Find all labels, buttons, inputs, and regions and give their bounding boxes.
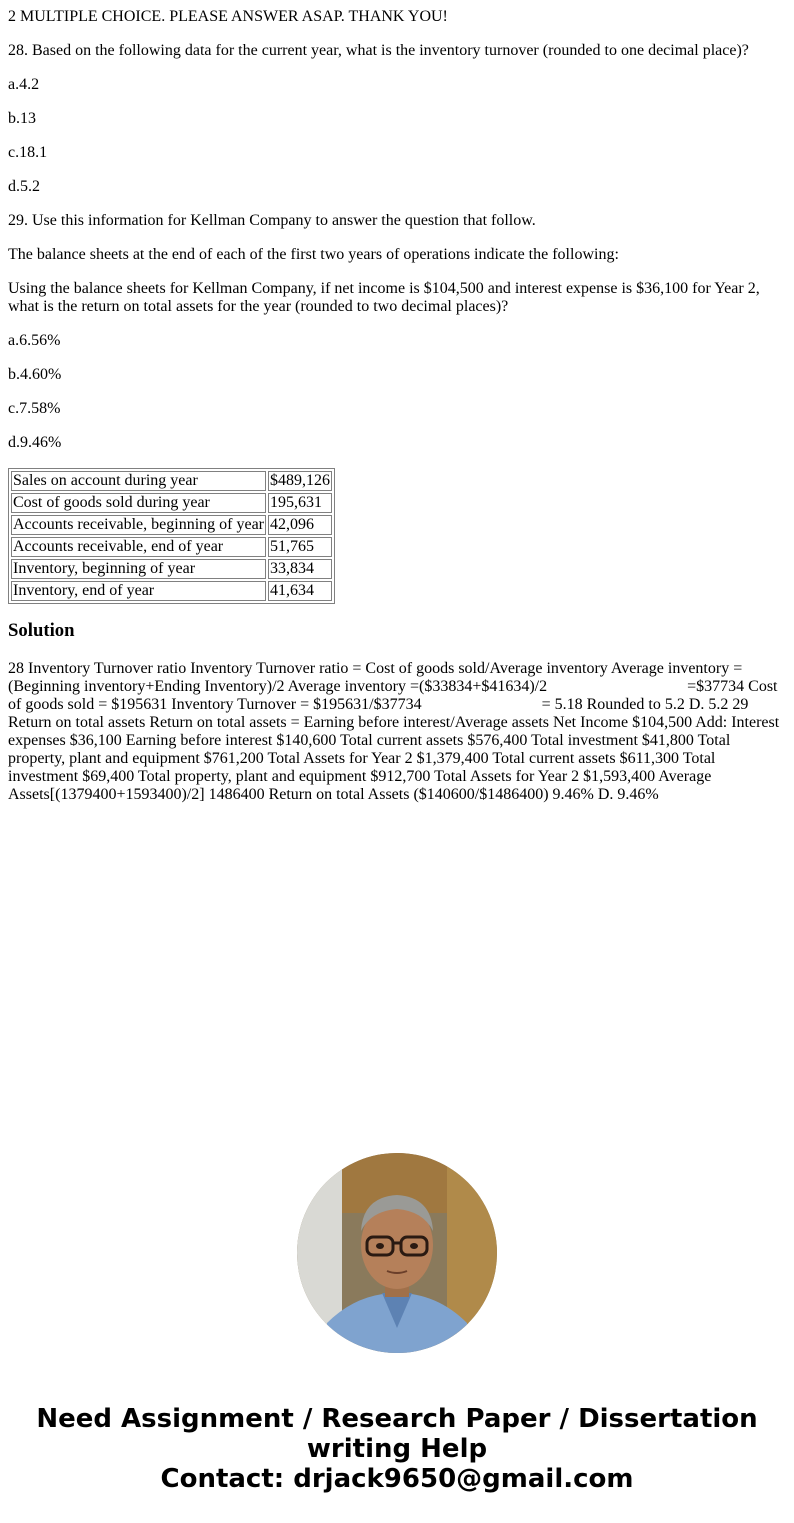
- solution-text: 28 Inventory Turnover ratio Inventory Turnover ratio = Cost of goods sold/Average inventory Average inventory = (Beginning inventory+Ending Inventory)/2 Average inventory =($33834+$41634)/2 =$37734 Cost of goods sold = $195631 Inventory Turnover = $195631/$37734 = 5.18 Rounded to 5.2 D. 5.2 29 Return on total assets Return on total assets = Earning before interest/Average assets Net Income $104,500 Add: Interest expenses $36,100 Earning before interest $140,600 Total current assets $576,400 Total investment $41,800 Total property, plant and equipment $761,200 Total Assets for Year 2 $1,379,400 Total current assets $611,300 Total investment $69,400 Total property, plant and equipment $912,700 Total Assets for Year 2 $1,593,400 Average Assets[(1379400+1593400)/2] 1486400 Return on total Assets ($140600/$1486400) 9.46% D. 9.46%: [8, 660, 784, 803]
- solution-heading: Solution: [8, 620, 75, 641]
- table-row: [11, 537, 332, 557]
- author-avatar: [297, 1153, 497, 1353]
- row-label: Inventory, end of year: [11, 581, 266, 601]
- row-label: Sales on account during year: [11, 471, 266, 491]
- row-value: 51,765: [268, 537, 332, 557]
- question-header: 2 MULTIPLE CHOICE. PLEASE ANSWER ASAP. THANK YOU!: [8, 8, 448, 25]
- table-row: [11, 515, 332, 535]
- question-29-context: The balance sheets at the end of each of the first two years of operations indicate the following:: [8, 246, 619, 263]
- row-value: 41,634: [268, 581, 332, 601]
- row-value: 42,096: [268, 515, 332, 535]
- q29-option-d: d.9.46%: [8, 434, 62, 451]
- q29-option-a: a.6.56%: [8, 332, 61, 349]
- row-label: Inventory, beginning of year: [11, 559, 266, 579]
- row-label: Accounts receivable, beginning of year: [13, 516, 265, 533]
- table-row: [11, 493, 332, 513]
- row-value: 33,834: [268, 559, 332, 579]
- table-row: [11, 581, 332, 601]
- q28-option-d: d.5.2: [8, 178, 40, 195]
- row-label: Accounts receivable, end of year: [11, 537, 266, 557]
- q28-option-b: b.13: [8, 110, 36, 127]
- promo-banner: [0, 1404, 794, 1494]
- row-value: $489,126: [270, 472, 331, 489]
- promo-line-1: Need Assignment / Research Paper / Dissertation: [36, 1404, 758, 1434]
- q29-option-b: b.4.60%: [8, 366, 62, 383]
- question-28-text: 28. Based on the following data for the current year, what is the inventory turnover (rounded to one decimal place)?: [8, 42, 749, 59]
- q29-option-c: c.7.58%: [8, 400, 61, 417]
- author-portrait-image: [297, 1153, 497, 1353]
- table-row: [11, 559, 332, 579]
- row-value: 195,631: [268, 493, 332, 513]
- q28-option-c: c.18.1: [8, 144, 48, 161]
- financial-data-table: [8, 468, 335, 604]
- table-row: [11, 471, 332, 491]
- promo-contact: Contact: drjack9650@gmail.com: [160, 1464, 634, 1494]
- question-29-text: Using the balance sheets for Kellman Company, if net income is $104,500 and interest expense is $36,100 for Year 2, what is the return on total assets for the year (rounded to two decimal places)?: [8, 280, 760, 315]
- promo-line-2: writing Help: [306, 1434, 488, 1464]
- q28-option-a: a.4.2: [8, 76, 40, 93]
- row-label: Cost of goods sold during year: [11, 493, 266, 513]
- question-29-intro: 29. Use this information for Kellman Company to answer the question that follow.: [8, 212, 536, 229]
